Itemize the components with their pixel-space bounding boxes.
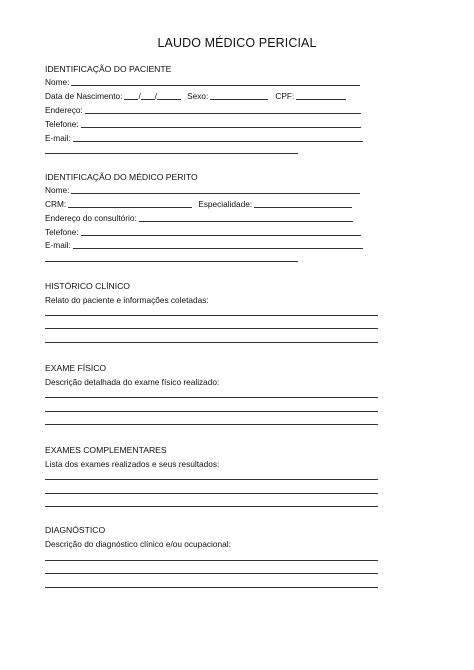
- doctor-email-field[interactable]: [73, 240, 363, 249]
- sex-field[interactable]: [210, 91, 268, 100]
- patient-name-row: [45, 77, 360, 88]
- doctor-phone-label: Telefone:: [45, 227, 79, 237]
- patient-extra-line[interactable]: [45, 153, 298, 154]
- patient-phone-field[interactable]: [81, 119, 361, 128]
- patient-email-field[interactable]: [73, 133, 363, 142]
- patient-phone-row: [45, 119, 361, 130]
- diagnosis-section-heading: DIAGNÓSTICO: [45, 525, 106, 535]
- crm-field[interactable]: [68, 199, 192, 208]
- complementary-exams-line[interactable]: [45, 479, 378, 480]
- specialty-field[interactable]: [254, 199, 352, 208]
- diagnosis-line[interactable]: [45, 587, 378, 588]
- doctor-name-label: Nome:: [45, 185, 70, 195]
- diagnosis-description: Descrição do diagnóstico clínico e/ou ocupacional:: [45, 539, 231, 549]
- patient-section-heading: IDENTIFICAÇÃO DO PACIENTE: [45, 64, 172, 74]
- office-address-field[interactable]: [139, 213, 353, 222]
- birth-month-field[interactable]: [141, 91, 158, 101]
- history-section-heading: HISTÓRICO CLÍNICO: [45, 281, 130, 291]
- patient-name-field[interactable]: [71, 77, 360, 86]
- crm-label: CRM:: [45, 199, 67, 209]
- patient-birth-row: [45, 91, 346, 102]
- complementary-exams-line[interactable]: [45, 506, 378, 507]
- doctor-phone-field[interactable]: [81, 227, 361, 236]
- diagnosis-line[interactable]: [45, 573, 378, 574]
- physical-exam-line[interactable]: [45, 411, 378, 412]
- diagnosis-line[interactable]: [45, 560, 378, 561]
- sex-label: Sexo:: [187, 91, 209, 101]
- cpf-label: CPF:: [275, 91, 295, 101]
- specialty-label: Especialidade:: [198, 199, 253, 209]
- birth-day-field[interactable]: [124, 91, 141, 101]
- history-line[interactable]: [45, 328, 378, 329]
- physical-exam-line[interactable]: [45, 424, 378, 425]
- doctor-name-row: [45, 185, 360, 196]
- doctor-name-field[interactable]: [71, 185, 360, 194]
- history-line[interactable]: [45, 315, 378, 316]
- history-line[interactable]: [45, 342, 378, 343]
- doctor-office-address-row: [45, 213, 353, 224]
- doctor-section-heading: IDENTIFICAÇÃO DO MÉDICO PERITO: [45, 172, 198, 182]
- patient-address-row: [45, 105, 361, 116]
- doctor-phone-row: [45, 227, 361, 238]
- patient-email-row: [45, 133, 363, 144]
- history-description: Relato do paciente e informações coletadas:: [45, 295, 209, 305]
- birth-year-field[interactable]: [154, 91, 181, 101]
- document-title: LAUDO MÉDICO PERICIAL: [157, 36, 317, 50]
- physical-exam-section-heading: EXAME FÍSICO: [45, 363, 107, 373]
- doctor-email-label: E-mail:: [45, 240, 71, 250]
- complementary-exams-description: Lista dos exames realizados e seus resultados:: [45, 459, 220, 469]
- birth-date-label: Data de Nascimento:: [45, 91, 123, 101]
- patient-address-field[interactable]: [85, 105, 361, 114]
- birth-date-separator: /: [154, 91, 158, 101]
- cpf-field[interactable]: [296, 91, 346, 100]
- complementary-exams-section-heading: EXAMES COMPLEMENTARES: [45, 445, 167, 455]
- birth-date-separator: /: [138, 91, 141, 101]
- physical-exam-description: Descrição detalhada do exame físico realizado:: [45, 377, 220, 387]
- doctor-extra-line[interactable]: [45, 261, 298, 262]
- complementary-exams-line[interactable]: [45, 493, 378, 494]
- patient-address-label: Endereço:: [45, 105, 83, 115]
- patient-email-label: E-mail:: [45, 133, 71, 143]
- doctor-crm-row: [45, 199, 352, 210]
- patient-phone-label: Telefone:: [45, 119, 79, 129]
- doctor-email-row: [45, 240, 363, 251]
- patient-name-label: Nome:: [45, 77, 70, 87]
- office-address-label: Endereço do consultório:: [45, 213, 137, 223]
- physical-exam-line[interactable]: [45, 397, 378, 398]
